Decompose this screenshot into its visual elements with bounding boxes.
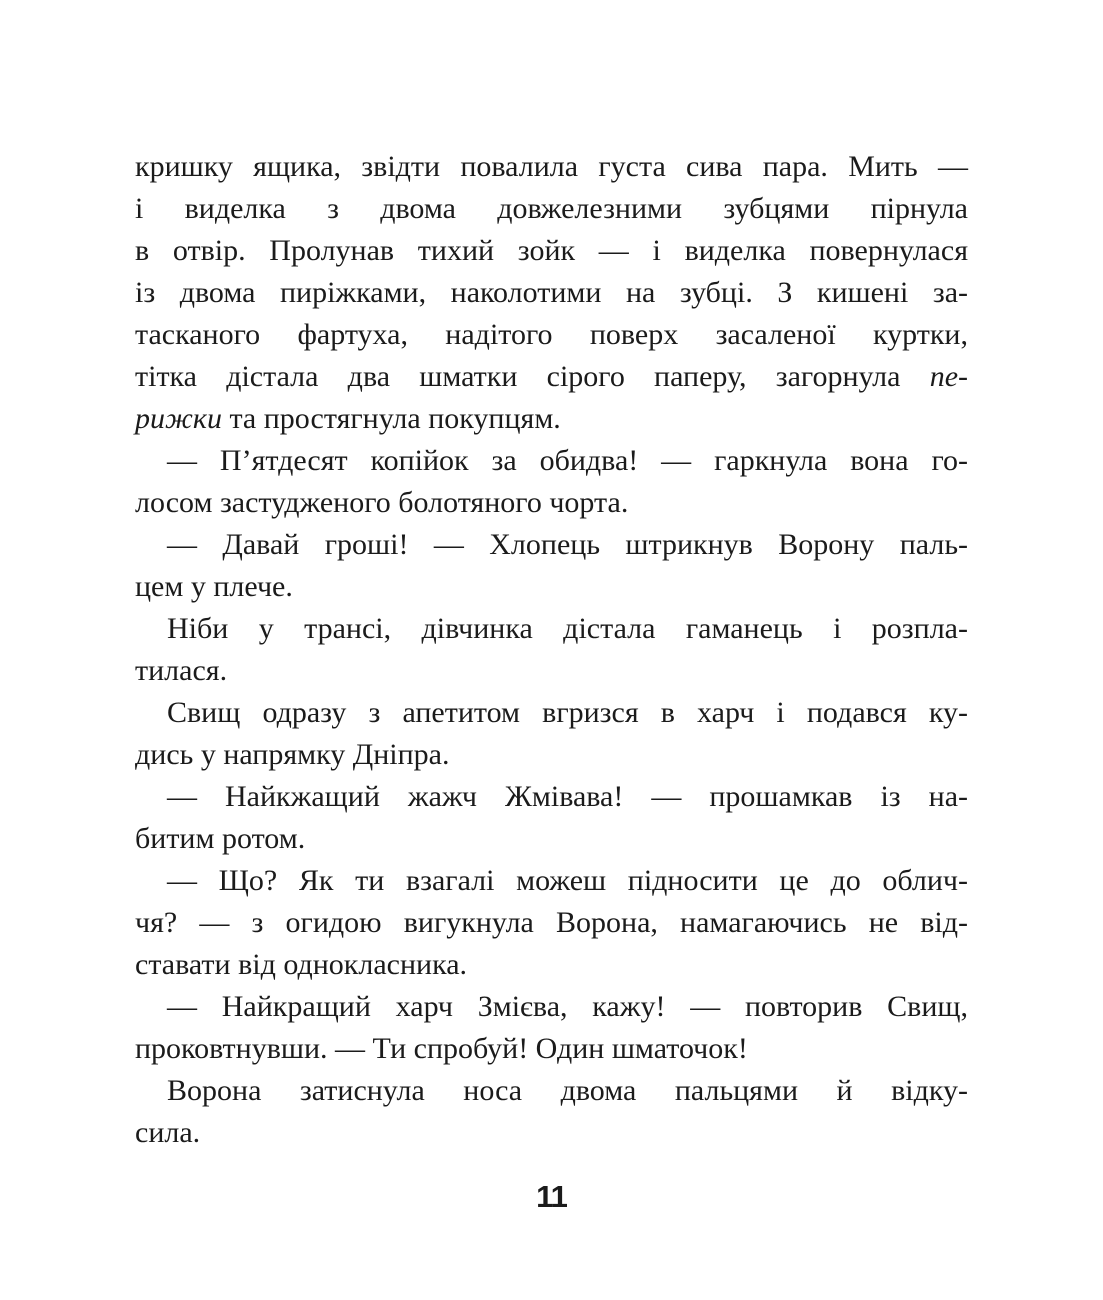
- text-segment: із двома пиріжками, наколотими на зубці. З кишені за-: [135, 276, 968, 309]
- text-line: [135, 776, 968, 818]
- text-segment: кришку ящика, звідти повалила густа сива пара. Мить —: [135, 150, 968, 183]
- text-segment: сила.: [135, 1116, 201, 1149]
- text-segment: Ворона затиснула носа двома пальцями й відку-: [167, 1074, 968, 1107]
- text-segment: — П’ятдесят копійок за обидва! — гаркнула вона го-: [167, 444, 968, 477]
- text-line: [135, 146, 968, 188]
- text-line: [135, 1070, 968, 1112]
- text-segment: — Найкращий харч Змієва, кажу! — повторив Свищ,: [167, 990, 968, 1023]
- text-segment: — Давай гроші! — Хлопець штрикнув Ворону паль-: [167, 528, 968, 561]
- text-block: [135, 146, 968, 1154]
- text-line: [135, 398, 968, 440]
- italic-text-segment: рижки: [135, 402, 222, 435]
- text-segment: і виделка з двома довжелезними зубцями пірнула: [135, 192, 968, 225]
- text-segment: — Що? Як ти взагалі можеш підносити це до облич-: [167, 864, 968, 897]
- text-line: [135, 440, 968, 482]
- text-segment: та простягнула покупцям.: [221, 402, 561, 435]
- text-line: [135, 1028, 968, 1070]
- text-segment: цем у плече.: [135, 570, 293, 603]
- text-line: [135, 902, 968, 944]
- text-segment: Ніби у трансі, дівчинка дістала гаманець і розпла-: [167, 612, 968, 645]
- text-line: [135, 818, 968, 860]
- text-segment: Свищ одразу з апетитом вгризся в харч і подався ку-: [167, 696, 968, 729]
- text-line: [135, 482, 968, 524]
- text-line: [135, 860, 968, 902]
- text-line: [135, 524, 968, 566]
- text-line: [135, 272, 968, 314]
- text-segment: тасканого фартуха, надітого поверх засаленої куртки,: [135, 318, 968, 351]
- text-segment: ставати від однокласника.: [135, 948, 468, 981]
- text-line: [135, 314, 968, 356]
- text-segment: проковтнувши. — Ти спробуй! Один шматочок!: [135, 1032, 748, 1065]
- text-line: [135, 188, 968, 230]
- text-line: [135, 230, 968, 272]
- text-line: [135, 566, 968, 608]
- text-line: [135, 692, 968, 734]
- text-line: [135, 650, 968, 692]
- text-line: [135, 356, 968, 398]
- text-segment: тітка дістала два шматки сірого паперу, загорнула: [135, 360, 930, 393]
- text-segment: тилася.: [135, 654, 228, 687]
- text-line: [135, 608, 968, 650]
- text-segment: — Найкжащий жажч Жмівава! — прошамкав із на-: [167, 780, 968, 813]
- text-segment: дись у напрямку Дніпра.: [135, 738, 450, 771]
- text-line: [135, 734, 968, 776]
- text-line: [135, 986, 968, 1028]
- italic-text-segment: пе-: [929, 360, 968, 393]
- text-line: [135, 944, 968, 986]
- text-segment: в отвір. Пролунав тихий зойк — і виделка повернулася: [135, 234, 968, 267]
- text-segment: лосом застудженого болотяного чорта.: [135, 486, 629, 519]
- text-segment: чя? — з огидою вигукнула Ворона, намагаючись не від-: [135, 906, 968, 939]
- text-line: [135, 1112, 968, 1154]
- page-number: 11: [536, 1179, 567, 1214]
- text-segment: битим ротом.: [135, 822, 306, 855]
